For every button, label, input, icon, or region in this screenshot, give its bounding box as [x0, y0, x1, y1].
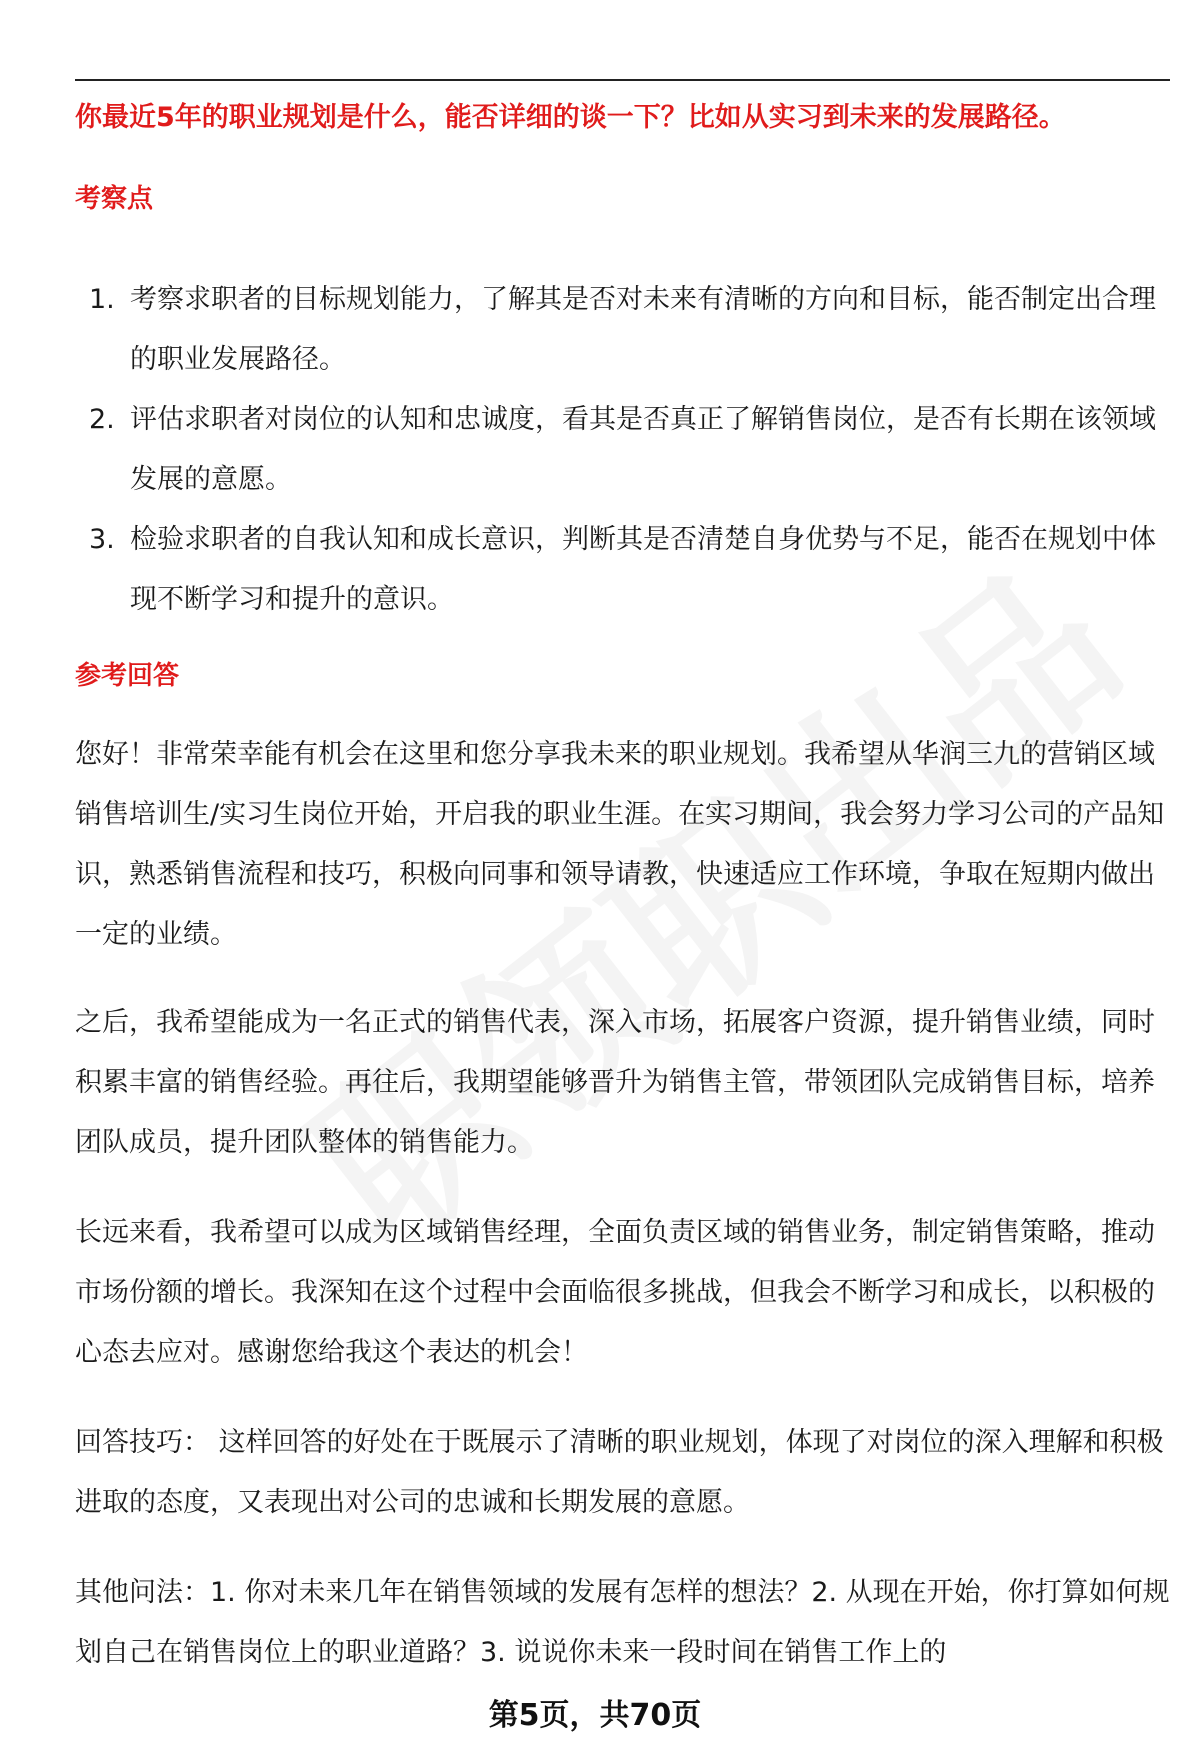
point-text: 检验求职者的自我认知和成长意识，判断其是否清楚自身优势与不足，能否在规划中体现不断学习和提升的意识。: [130, 524, 1156, 615]
other-questions-paragraph: 其他问法：1. 你对未来几年在销售领域的发展有怎样的想法？2. 从现在开始，你打算如何规划自己在销售岗位上的职业道路？3. 说说你未来一段时间在销售工作上的: [75, 1577, 1170, 1668]
page-number: 第5页，共70页: [488, 1698, 702, 1733]
point-text: 评估求职者对岗位的认知和忠诚度，看其是否真正了解销售岗位，是否有长期在该领域发展的意愿。: [130, 404, 1156, 495]
answer-paragraph: 长远来看，我希望可以成为区域销售经理，全面负责区域的销售业务，制定销售策略，推动市场份额的增长。我深知在这个过程中会面临很多挑战，但我会不断学习和成长，以积极的心态去应对。感谢您给我这个表达的机会！: [75, 1217, 1155, 1368]
question-title: 你最近5年的职业规划是什么，能否详细的谈一下？比如从实习到未来的发展路径。: [75, 102, 1066, 133]
point-number: 2.: [89, 404, 115, 435]
assessment-point: [75, 390, 1165, 510]
point-number: 1.: [89, 284, 115, 315]
answer-paragraph: 之后，我希望能成为一名正式的销售代表，深入市场，拓展客户资源，提升销售业绩，同时积累丰富的销售经验。再往后，我期望能够晋升为销售主管，带领团队完成销售目标，培养团队成员，提升团队整体的销售能力。: [75, 1007, 1155, 1158]
assessment-point: [75, 270, 1165, 390]
point-text: 考察求职者的目标规划能力，了解其是否对未来有清晰的方向和目标，能否制定出合理的职业发展路径。: [130, 284, 1156, 375]
assessment-points-list: [75, 270, 1165, 630]
answer-heading: 参考回答: [75, 661, 180, 691]
answer-paragraph: 您好！非常荣幸能有机会在这里和您分享我未来的职业规划。我希望从华润三九的营销区域销售培训生/实习生岗位开始，开启我的职业生涯。在实习期间，我会努力学习公司的产品知识，熟悉销售流程和技巧，积极向同事和领导请教，快速适应工作环境，争取在短期内做出一定的业绩。: [75, 739, 1165, 950]
answer-tips-paragraph: 回答技巧： 这样回答的好处在于既展示了清晰的职业规划，体现了对岗位的深入理解和积极进取的态度，又表现出对公司的忠诚和长期发展的意愿。: [75, 1427, 1164, 1518]
assessment-point: [75, 510, 1165, 630]
point-number: 3.: [89, 524, 115, 555]
assessment-heading: 考察点: [75, 184, 154, 214]
top-divider: [75, 79, 1170, 81]
